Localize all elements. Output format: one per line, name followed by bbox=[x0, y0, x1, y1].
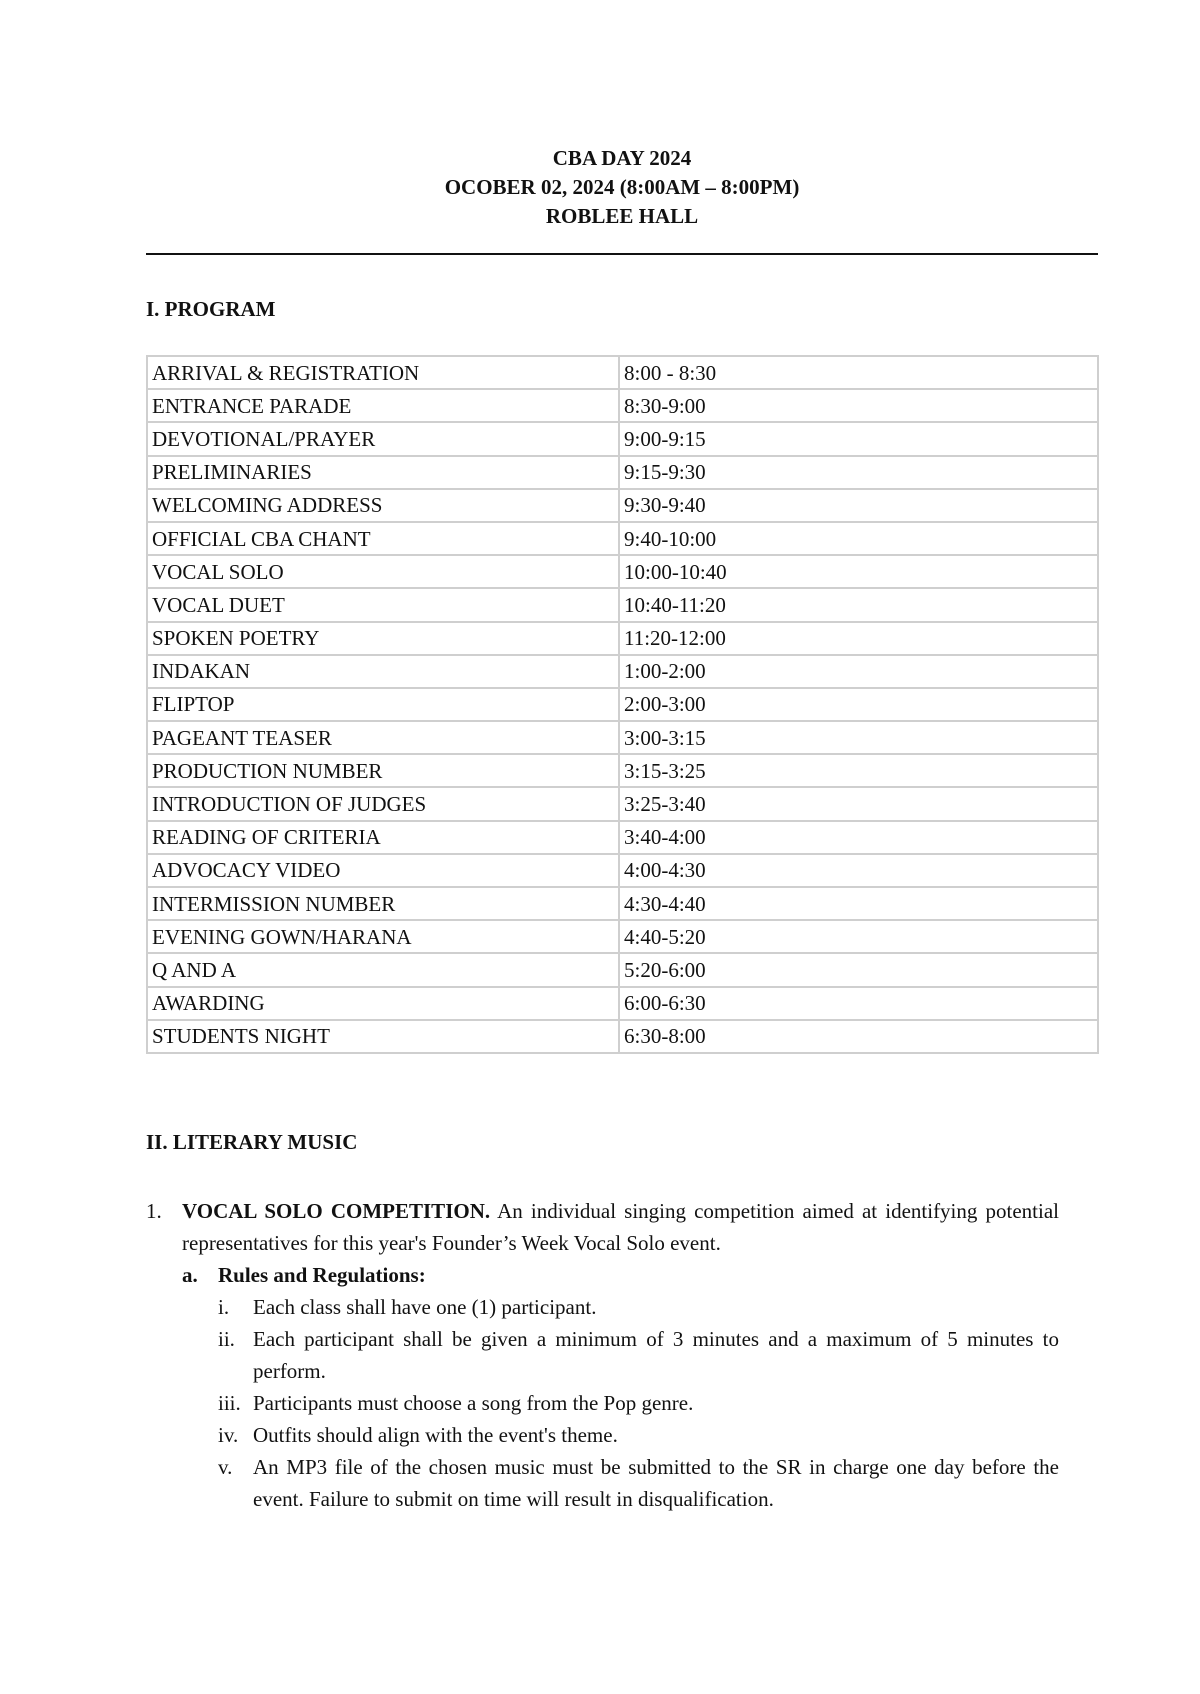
table-row bbox=[147, 854, 1098, 887]
program-event-cell: ADVOCACY VIDEO bbox=[147, 854, 619, 887]
sublist-title-rules: Rules and Regulations: bbox=[218, 1263, 426, 1287]
item-title: VOCAL SOLO COMPETITION. bbox=[182, 1199, 491, 1223]
table-row bbox=[147, 987, 1098, 1020]
program-time-cell: 6:00-6:30 bbox=[619, 987, 1098, 1020]
rule-number: v. bbox=[218, 1455, 233, 1479]
program-time-cell: 11:20-12:00 bbox=[619, 622, 1098, 655]
table-row bbox=[147, 489, 1098, 522]
program-event-cell: OFFICIAL CBA CHANT bbox=[147, 522, 619, 555]
rule-item: An MP3 file of the chosen music must be submitted to the SR in charge one day before the event. Failure to submit on time will result in disqualification. bbox=[253, 1455, 1059, 1511]
rule-item: Each participant shall be given a minimum of 3 minutes and a maximum of 5 minutes to perform. bbox=[253, 1327, 1059, 1383]
item-description: An individual singing competition aimed at identifying potential representatives for this year's Founder’s Week Vocal Solo event. bbox=[182, 1199, 1059, 1255]
table-row bbox=[147, 422, 1098, 455]
table-row bbox=[147, 821, 1098, 854]
table-row bbox=[147, 721, 1098, 754]
program-event-cell: Q AND A bbox=[147, 953, 619, 986]
rule-item: Outfits should align with the event's theme. bbox=[253, 1423, 618, 1447]
program-event-cell: SPOKEN POETRY bbox=[147, 622, 619, 655]
rule-number: ii. bbox=[218, 1327, 235, 1351]
table-row bbox=[147, 688, 1098, 721]
table-row bbox=[147, 389, 1098, 422]
program-event-cell: READING OF CRITERIA bbox=[147, 821, 619, 854]
section-title-program: I. PROGRAM bbox=[146, 297, 276, 321]
table-row bbox=[147, 754, 1098, 787]
section-title-literary-music: II. LITERARY MUSIC bbox=[146, 1130, 358, 1154]
program-time-cell: 4:30-4:40 bbox=[619, 887, 1098, 920]
header-divider bbox=[146, 253, 1098, 255]
table-row bbox=[147, 787, 1098, 820]
program-time-cell: 6:30-8:00 bbox=[619, 1020, 1098, 1053]
table-row bbox=[147, 1020, 1098, 1053]
program-time-cell: 8:30-9:00 bbox=[619, 389, 1098, 422]
program-event-cell: VOCAL DUET bbox=[147, 588, 619, 621]
program-time-cell: 10:00-10:40 bbox=[619, 555, 1098, 588]
table-row bbox=[147, 522, 1098, 555]
program-time-cell: 4:00-4:30 bbox=[619, 854, 1098, 887]
event-title: CBA DAY 2024 bbox=[552, 146, 692, 170]
program-event-cell: STUDENTS NIGHT bbox=[147, 1020, 619, 1053]
program-event-cell: INTERMISSION NUMBER bbox=[147, 887, 619, 920]
program-time-cell: 9:30-9:40 bbox=[619, 489, 1098, 522]
program-time-cell: 4:40-5:20 bbox=[619, 920, 1098, 953]
program-event-cell: PRELIMINARIES bbox=[147, 456, 619, 489]
program-time-cell: 9:00-9:15 bbox=[619, 422, 1098, 455]
program-time-cell: 5:20-6:00 bbox=[619, 953, 1098, 986]
program-time-cell: 1:00-2:00 bbox=[619, 655, 1098, 688]
list-number: 1. bbox=[146, 1199, 162, 1223]
program-time-cell: 3:25-3:40 bbox=[619, 787, 1098, 820]
table-row bbox=[147, 953, 1098, 986]
program-event-cell: INTRODUCTION OF JUDGES bbox=[147, 787, 619, 820]
table-row bbox=[147, 588, 1098, 621]
program-event-cell: ENTRANCE PARADE bbox=[147, 389, 619, 422]
list-item-vocal-solo bbox=[182, 1195, 1059, 1259]
program-time-cell: 2:00-3:00 bbox=[619, 688, 1098, 721]
table-row bbox=[147, 920, 1098, 953]
program-event-cell: AWARDING bbox=[147, 987, 619, 1020]
program-event-cell: DEVOTIONAL/PRAYER bbox=[147, 422, 619, 455]
table-row bbox=[147, 356, 1098, 389]
sublist-letter: a. bbox=[182, 1263, 198, 1287]
program-time-cell: 8:00 - 8:30 bbox=[619, 356, 1098, 389]
program-time-cell: 10:40-11:20 bbox=[619, 588, 1098, 621]
program-time-cell: 3:40-4:00 bbox=[619, 821, 1098, 854]
table-row bbox=[147, 555, 1098, 588]
program-event-cell: FLIPTOP bbox=[147, 688, 619, 721]
program-event-cell: INDAKAN bbox=[147, 655, 619, 688]
program-event-cell: PRODUCTION NUMBER bbox=[147, 754, 619, 787]
program-event-cell: WELCOMING ADDRESS bbox=[147, 489, 619, 522]
rule-number: iv. bbox=[218, 1423, 239, 1447]
rule-number: iii. bbox=[218, 1391, 241, 1415]
program-time-cell: 3:00-3:15 bbox=[619, 721, 1098, 754]
document-header bbox=[146, 144, 1098, 231]
program-table bbox=[146, 355, 1099, 1054]
table-row bbox=[147, 622, 1098, 655]
table-row bbox=[147, 655, 1098, 688]
rule-number: i. bbox=[218, 1295, 230, 1319]
program-event-cell: EVENING GOWN/HARANA bbox=[147, 920, 619, 953]
event-date: OCOBER 02, 2024 (8:00AM – 8:00PM) bbox=[444, 175, 800, 199]
program-event-cell: VOCAL SOLO bbox=[147, 555, 619, 588]
table-row bbox=[147, 456, 1098, 489]
program-time-cell: 9:15-9:30 bbox=[619, 456, 1098, 489]
program-event-cell: PAGEANT TEASER bbox=[147, 721, 619, 754]
rule-item: Participants must choose a song from the Pop genre. bbox=[253, 1391, 694, 1415]
event-venue: ROBLEE HALL bbox=[545, 204, 699, 228]
program-time-cell: 9:40-10:00 bbox=[619, 522, 1098, 555]
table-row bbox=[147, 887, 1098, 920]
program-event-cell: ARRIVAL & REGISTRATION bbox=[147, 356, 619, 389]
program-time-cell: 3:15-3:25 bbox=[619, 754, 1098, 787]
rule-item: Each class shall have one (1) participant. bbox=[253, 1295, 597, 1319]
